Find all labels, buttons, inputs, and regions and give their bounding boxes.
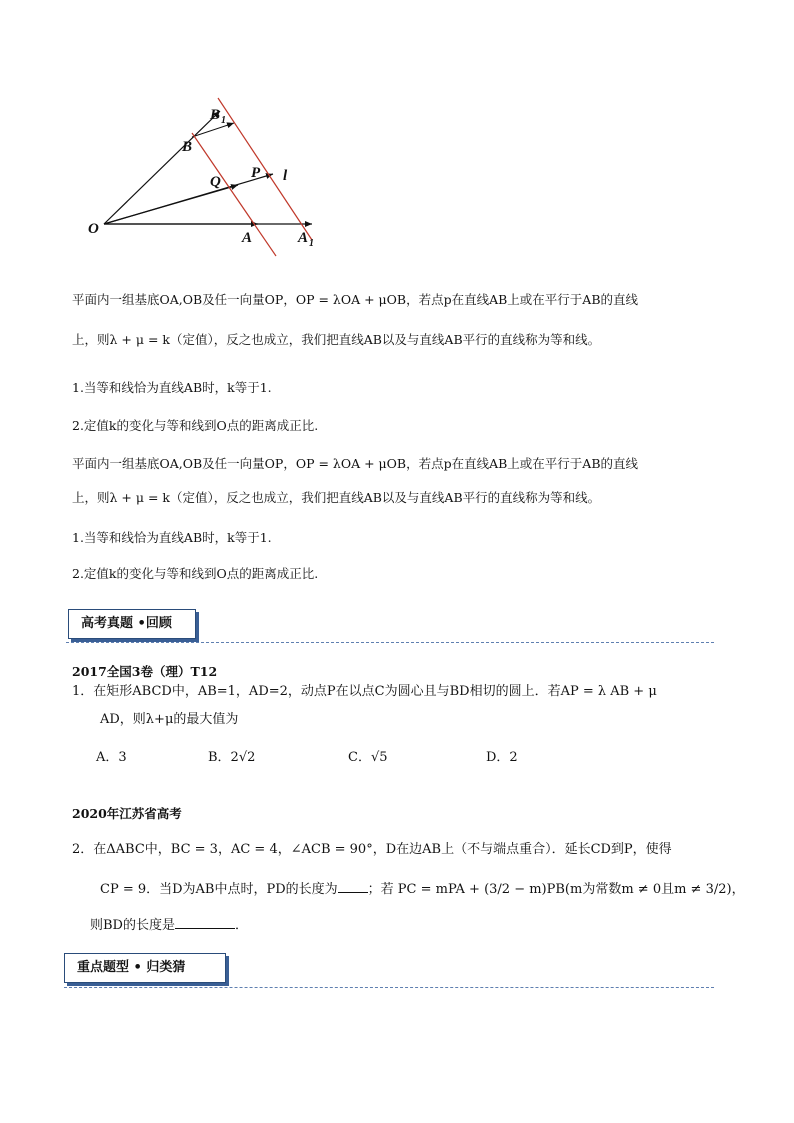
label-O: O bbox=[88, 221, 99, 237]
label-P: P bbox=[251, 165, 261, 181]
intro-p3: 2.定值k的变化与等和线到O点的距离成正比. bbox=[72, 418, 319, 433]
section-divider bbox=[66, 642, 714, 643]
q2-line1: 2．在ΔABC中，BC = 3，AC = 4，∠ACB = 90°，D在边AB上（不与端点重合）．延长CD到P，使得 bbox=[72, 842, 672, 857]
q1-option-b: B．2√2 bbox=[208, 750, 256, 765]
intro-p1-line2: 上，则λ + μ = k（定值），反之也成立，我们把直线AB以及与直线AB平行的直线称为等和线。 bbox=[72, 332, 601, 347]
section-header-key-types: 重点题型 • 归类猜 bbox=[64, 953, 226, 983]
label-A1-sub: 1 bbox=[309, 238, 314, 249]
label-A1: A bbox=[298, 230, 309, 246]
line-l bbox=[218, 98, 312, 240]
q1-line1: 1．在矩形ABCD中，AB=1，AD=2，动点P在以点C为圆心且与BD相切的圆上．若AP = λ AB + μ bbox=[72, 684, 657, 699]
intro-p4-line2: 上，则λ + μ = k（定值），反之也成立，我们把直线AB以及与直线AB平行的直线称为等和线。 bbox=[72, 490, 601, 505]
vector-diagram bbox=[80, 90, 340, 260]
q2-line3-part2: ． bbox=[234, 918, 248, 933]
q2-line2-part1: CP = 9．当D为AB中点时，PD的长度为 bbox=[100, 882, 338, 897]
q2-source: 2020年江苏省高考 bbox=[72, 806, 182, 821]
q2-line3 bbox=[90, 916, 248, 934]
arrow-OB1 bbox=[192, 123, 234, 137]
answer-blank-2[interactable] bbox=[175, 916, 235, 929]
label-Q: Q bbox=[210, 174, 221, 190]
q1-source: 2017全国3卷（理）T12 bbox=[72, 664, 218, 679]
section-divider-2 bbox=[64, 987, 714, 988]
label-B1: B bbox=[210, 107, 221, 123]
label-A: A bbox=[242, 230, 253, 246]
q2-line3-part1: 则BD的长度是 bbox=[90, 918, 175, 933]
intro-p1-line1: 平面内一组基底OA,OB及任一向量OP，OP = λOA + μOB，若点p在直线AB上或在平行于AB的直线 bbox=[72, 292, 639, 307]
q2-line2 bbox=[100, 880, 745, 898]
answer-blank-1[interactable] bbox=[338, 880, 368, 893]
section-header-gaokao: 高考真题 •回顾 bbox=[68, 609, 196, 639]
q1-option-c: C．√5 bbox=[348, 750, 388, 765]
label-B: B bbox=[182, 139, 193, 155]
q2-line2-part2: ；若 PC = mPA + (3/2 − m)PB(m为常数m ≠ 0且m ≠ 3/2)， bbox=[367, 882, 745, 897]
intro-p5: 1.当等和线恰为直线AB时，k等于1. bbox=[72, 530, 272, 545]
intro-p6: 2.定值k的变化与等和线到O点的距离成正比. bbox=[72, 566, 319, 581]
intro-p4-line1: 平面内一组基底OA,OB及任一向量OP，OP = λOA + μOB，若点p在直线AB上或在平行于AB的直线 bbox=[72, 456, 639, 471]
q1-line2: AD，则λ+μ的最大值为 bbox=[100, 712, 239, 727]
intro-p2: 1.当等和线恰为直线AB时，k等于1. bbox=[72, 380, 272, 395]
q1-option-a: A．3 bbox=[96, 750, 127, 765]
label-l: l bbox=[283, 168, 288, 184]
q1-option-d: D．2 bbox=[486, 750, 518, 765]
label-B1-sub: 1 bbox=[221, 115, 226, 126]
